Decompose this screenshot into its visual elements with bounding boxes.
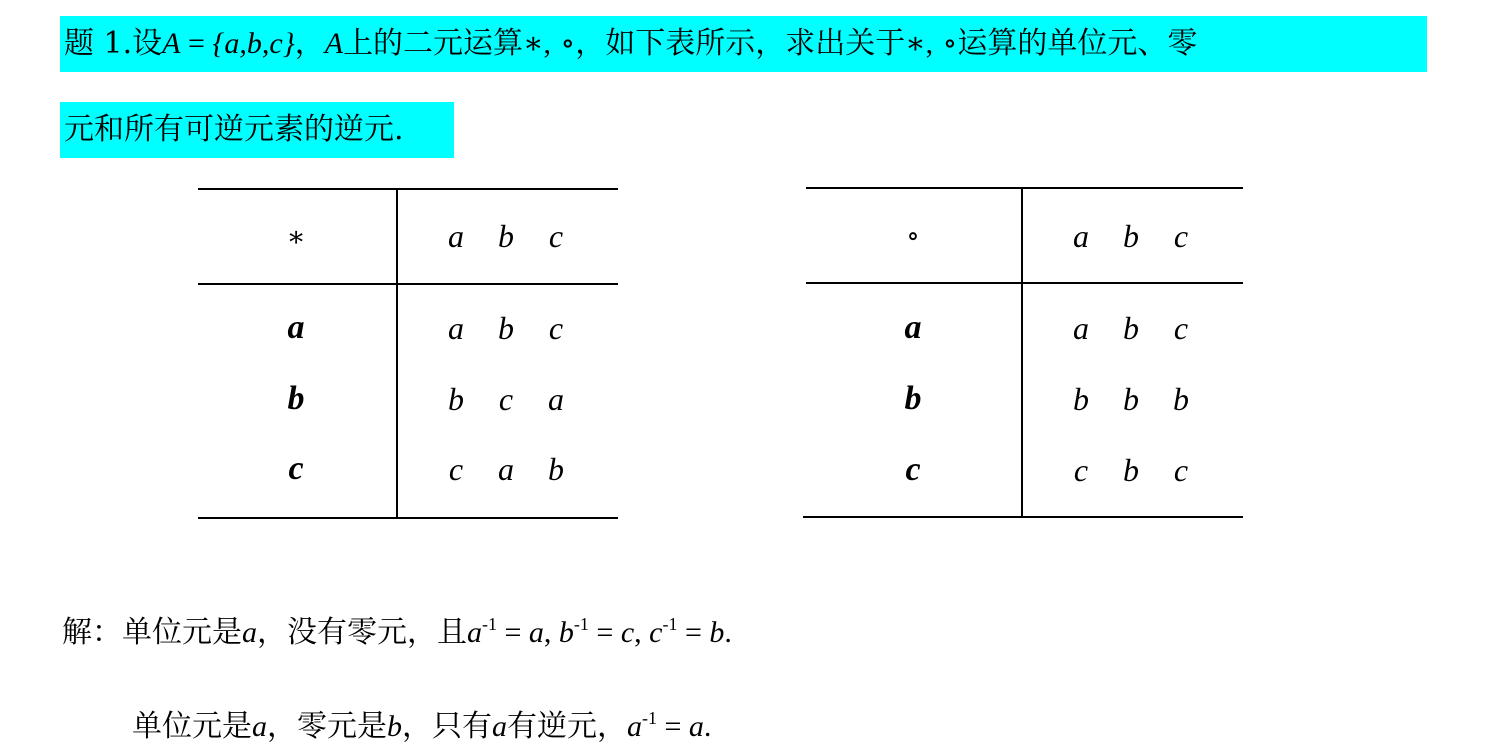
column-header: c bbox=[548, 218, 564, 254]
row-header: b bbox=[904, 380, 922, 417]
table-column-rule bbox=[1021, 187, 1023, 518]
circle-operator: ∘ bbox=[560, 27, 576, 60]
table-cell: b bbox=[1123, 310, 1139, 346]
table-cell: b bbox=[1073, 381, 1089, 417]
star-operation-table bbox=[198, 188, 618, 520]
table-cell: c bbox=[1173, 452, 1189, 488]
table-cell: b bbox=[1173, 381, 1189, 417]
table-cell: c bbox=[448, 451, 464, 487]
table-bottom-rule bbox=[803, 516, 1243, 518]
table-cell: b bbox=[548, 451, 564, 487]
table-operator-symbol: ∘ bbox=[906, 221, 920, 252]
table-cell: c bbox=[1173, 310, 1189, 346]
table-cell: b bbox=[1123, 452, 1139, 488]
column-header: a bbox=[1073, 218, 1089, 254]
table-top-rule bbox=[806, 187, 1243, 189]
row-header: c bbox=[288, 450, 304, 487]
table-top-rule bbox=[198, 188, 618, 190]
table-cell: b bbox=[1123, 381, 1139, 417]
set-definition: {a,b,c} bbox=[212, 27, 295, 60]
column-header: b bbox=[498, 218, 514, 254]
column-header: a bbox=[448, 218, 464, 254]
problem-line-1: 题 1.设A = {a,b,c}，A上的二元运算∗, ∘，如下表所示，求出关于∗, ∘运算的单位元、零 bbox=[60, 16, 1427, 72]
table-cell: b bbox=[448, 381, 464, 417]
problem-line-2: 元和所有可逆元素的逆元. bbox=[60, 102, 454, 158]
table-header-rule bbox=[198, 283, 618, 285]
row-header: a bbox=[287, 309, 305, 346]
table-cell: a bbox=[448, 310, 464, 346]
table-header-rule bbox=[806, 282, 1243, 284]
table-column-rule bbox=[396, 188, 398, 519]
row-header: b bbox=[287, 380, 305, 417]
inverse-a: $a^{-1}$ bbox=[467, 614, 497, 649]
inverse-b: $b^{-1}$ bbox=[558, 614, 589, 649]
row-header: a bbox=[904, 309, 922, 346]
table-cell: b bbox=[498, 310, 514, 346]
table-cell: c bbox=[548, 310, 564, 346]
circle-operation-table bbox=[803, 187, 1243, 519]
solution-line-2: 单位元是a，零元是b，只有a有逆元，$a^{-1} = a$. bbox=[132, 708, 712, 744]
table-cell: a bbox=[1073, 310, 1089, 346]
table-cell: a bbox=[498, 451, 514, 487]
column-header: c bbox=[1173, 218, 1189, 254]
solution-line-1: 解：单位元是a，没有零元，且$a^{-1} = a$, $b^{-1} = c$, $c^{-1} = b$. bbox=[62, 614, 732, 650]
row-header: c bbox=[905, 451, 921, 488]
table-cell: c bbox=[1073, 452, 1089, 488]
inverse-c: $c^{-1}$ bbox=[649, 614, 678, 649]
column-header: b bbox=[1123, 218, 1139, 254]
table-operator-symbol: ∗ bbox=[286, 222, 306, 253]
table-cell: a bbox=[548, 381, 564, 417]
star-operator: ∗ bbox=[523, 27, 544, 60]
table-cell: c bbox=[498, 381, 514, 417]
table-bottom-rule bbox=[198, 517, 618, 519]
problem-number: 题 1. bbox=[64, 26, 133, 61]
inverse-a: $a^{-1}$ bbox=[627, 708, 657, 743]
